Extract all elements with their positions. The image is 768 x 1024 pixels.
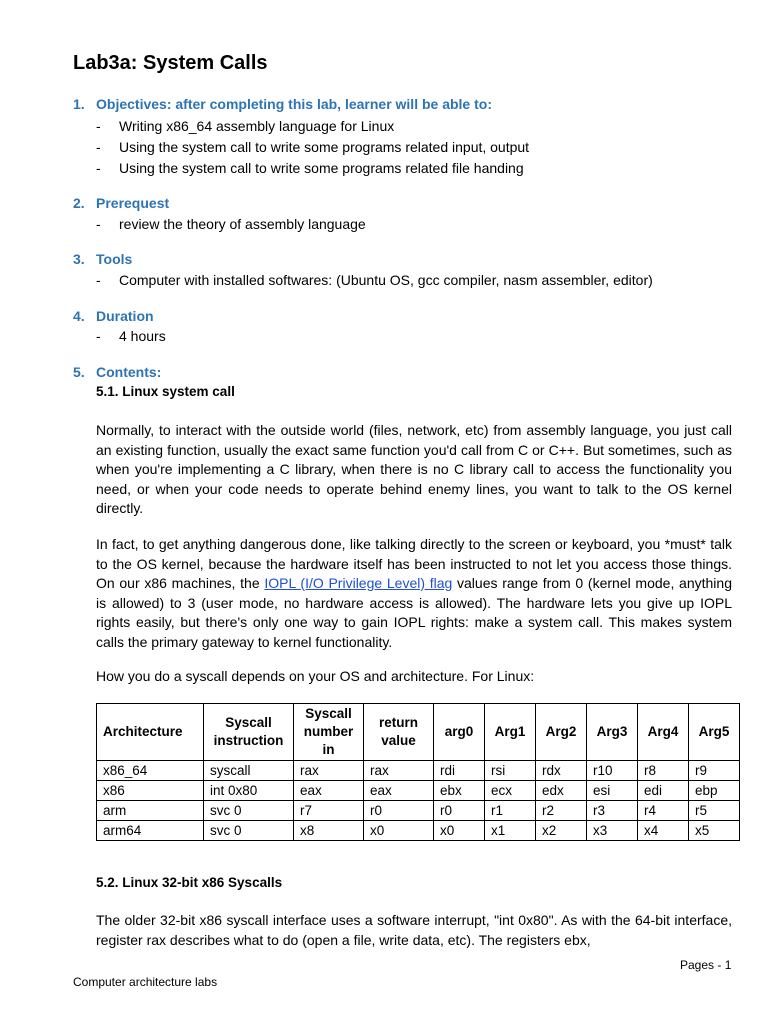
paragraph-iopl: In fact, to get anything dangerous done, like talking directly to the screen or keyboard, you *must* talk to the OS kernel, because the hardware itself has been instructed to not let you access those things. On our x86 machines, the IOPL (I/O Privilege Level) flag values range from 0 (kernel mode, anything is allowed) to 3 (user mode, no hardware access is allowed). The hardware lets you give up IOPL rights easily, but there's only one way to gain IOPL rights: make a system call. This makes system calls the primary gateway to kernel functionality.: [96, 536, 732, 650]
section-number: 1.: [73, 96, 85, 112]
header-cell: return value: [364, 704, 434, 761]
iopl-flag-link[interactable]: IOPL (I/O Privilege Level) flag: [264, 575, 453, 591]
section-number: 2.: [73, 195, 85, 211]
tools-item: - Computer with installed softwares: (Ubuntu OS, gcc compiler, nasm assembler, editor): [96, 272, 653, 288]
section-number: 3.: [73, 251, 85, 267]
subsection-5-2-heading: 5.2. Linux 32-bit x86 Syscalls: [96, 875, 283, 890]
bullet-dash: -: [96, 160, 101, 176]
header-cell: Arg2: [536, 704, 587, 761]
section-label: Objectives: after completing this lab, learner will be able to:: [96, 96, 492, 112]
section-prerequest-heading: [73, 195, 169, 211]
section-label: Duration: [96, 308, 154, 324]
footer-text: Computer architecture labs: [73, 975, 218, 989]
header-cell: Arg5: [689, 704, 740, 761]
objective-item: - Using the system call to write some programs related input, output: [96, 139, 530, 155]
header-cell: Syscall number in: [294, 704, 364, 761]
bullet-dash: -: [96, 272, 101, 288]
bullet-dash: -: [96, 328, 101, 344]
section-label: Tools: [96, 251, 133, 267]
header-cell: Architecture: [97, 704, 204, 761]
objective-item: - Using the system call to write some programs related file handing: [96, 160, 524, 176]
page-number: Pages - 1: [680, 958, 732, 972]
table-row: x86_64 syscall rax rax rdi rsi rdx r10 r8 r9: [97, 761, 740, 781]
section-label: Contents:: [96, 364, 162, 380]
duration-item: - 4 hours: [96, 328, 166, 344]
page-title: Lab3a: System Calls: [73, 52, 268, 74]
section-number: 5.: [73, 364, 85, 380]
bullet-dash: -: [96, 118, 101, 134]
header-cell: Arg3: [587, 704, 638, 761]
paragraph-32bit-syscalls: The older 32-bit x86 syscall interface uses a software interrupt, "int 0x80". As with the 64-bit interface, register rax describes what to do (open a file, write data, etc). The registers ebx,: [96, 912, 732, 948]
syscall-table: [96, 703, 740, 841]
section-contents-heading: [73, 364, 161, 380]
section-objectives-heading: [73, 96, 492, 112]
subsection-5-1-heading: 5.1. Linux system call: [96, 384, 235, 399]
header-cell: arg0: [434, 704, 485, 761]
header-cell: Arg4: [638, 704, 689, 761]
table-row: x86 int 0x80 eax eax ebx ecx edx esi edi ebp: [97, 781, 740, 801]
objective-item: - Writing x86_64 assembly language for Linux: [96, 118, 395, 134]
bullet-dash: -: [96, 139, 101, 155]
bullet-dash: -: [96, 216, 101, 232]
section-duration-heading: [73, 308, 154, 324]
section-tools-heading: [73, 251, 132, 267]
section-label: Prerequest: [96, 195, 170, 211]
header-cell: Arg1: [485, 704, 536, 761]
prerequest-item: - review the theory of assembly language: [96, 216, 366, 232]
paragraph-syscall-intro: How you do a syscall depends on your OS and architecture. For Linux:: [96, 668, 535, 684]
table-header-row: [97, 704, 740, 761]
section-number: 4.: [73, 308, 85, 324]
table-row: arm svc 0 r7 r0 r0 r1 r2 r3 r4 r5: [97, 801, 740, 821]
table-row: arm64 svc 0 x8 x0 x0 x1 x2 x3 x4 x5: [97, 821, 740, 841]
paragraph-intro: Normally, to interact with the outside world (files, network, etc) from assembly language, you just call an existing function, usually the exact same function you'd call from C or C++. But sometimes, such as when you're implementing a C library, when there is no C library call to access the functionality you need, or when your code needs to operate behind enemy lines, you want to talk to the OS kernel directly.: [96, 422, 732, 516]
header-cell: Syscall instruction: [204, 704, 294, 761]
